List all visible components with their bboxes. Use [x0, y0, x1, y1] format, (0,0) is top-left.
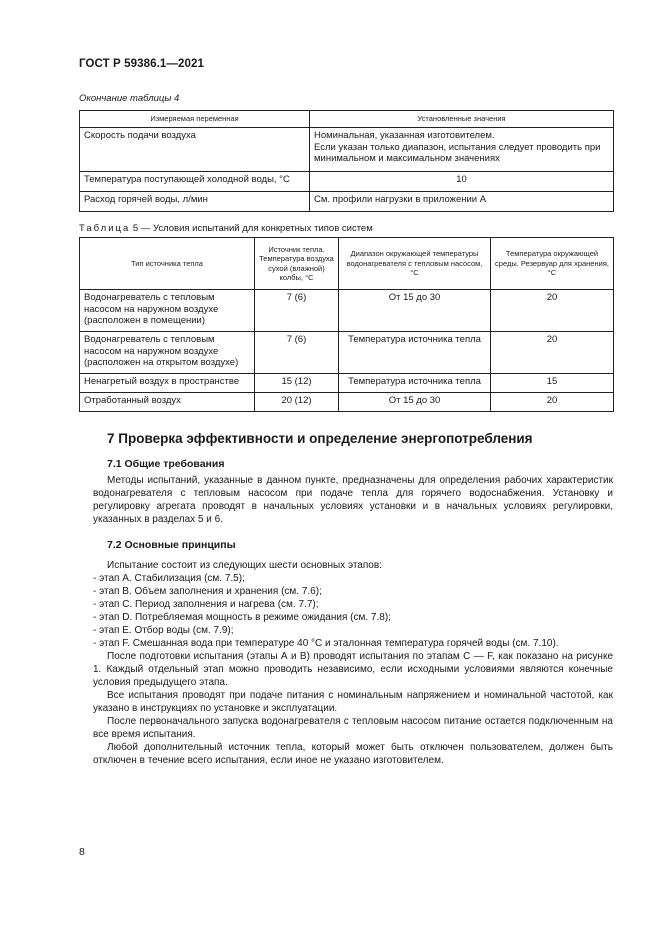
table5-caption-title: 5 — Условия испытаний для конкретных типов систем	[130, 223, 373, 234]
table5-cell-type: Водонагреватель с тепловым насосом на наружном воздухе (расположен на открытом воздухе)	[80, 332, 255, 374]
table5-col-type: Тип источника тепла	[80, 238, 255, 290]
table5-cell-type: Водонагреватель с тепловым насосом на наружном воздухе (расположен в помещении)	[80, 290, 255, 332]
table5	[79, 237, 614, 412]
paragraph: После подготовки испытания (этапы А и В) проводят испытания по этапам С — F, как показано на рисунке 1. Каждый отдельный этап можно проводить независимо, если исходными условиями являются конечные условия предыдущего этапа.	[93, 651, 613, 688]
table4-value-line: Если указан только диапазон, испытания следует проводить при минимальном и максимальном значениях	[314, 141, 601, 164]
section-7-1-text	[93, 474, 613, 526]
table4-caption: Окончание таблицы 4	[79, 93, 180, 104]
document-header: ГОСТ Р 59386.1—2021	[79, 58, 204, 70]
table4-cell-variable: Температура поступающей холодной воды, °C	[80, 172, 310, 192]
list-item: - этап В. Объем заполнения и хранения (см. 7.6);	[93, 586, 322, 597]
list-item: - этап С. Период заполнения и нагрева (см. 7.7);	[93, 599, 319, 610]
list-item: - этап D. Потребляемая мощность в режиме ожидания (см. 7.8);	[93, 612, 391, 623]
table4-value-line: Номинальная, указанная изготовителем.	[314, 130, 495, 141]
table5-cell-range: От 15 до 30	[339, 290, 491, 332]
table4-cell-value: 10	[310, 172, 614, 192]
table4	[79, 110, 614, 212]
table5-cell-range: От 15 до 30	[339, 393, 491, 412]
paragraph: Методы испытаний, указанные в данном пункте, предназначены для определения рабочих характеристик водонагревателя с тепловым насосом при подаче тепла для горячего водоснабжения. Установку и регулировку агрегата проводят в начальных условиях установки и в начальных условиях регулировки, указанных в разделах 5 и 6.	[93, 475, 613, 525]
section-7-title: 7 Проверка эффективности и определение энергопотребления	[107, 431, 533, 446]
table-row	[80, 332, 614, 374]
table5-cell-source: 20 (12)	[255, 393, 339, 412]
stages-intro: Испытание состоит из следующих шести основных этапов:	[107, 560, 382, 571]
table5-cell-range: Температура источника тепла	[339, 374, 491, 393]
page-number: 8	[79, 846, 85, 858]
table4-col-variable: Измеряемая переменная	[80, 111, 310, 128]
table5-cell-source: 7 (6)	[255, 332, 339, 374]
table-row	[80, 128, 614, 172]
table4-cell-variable: Скорость подачи воздуха	[80, 128, 310, 172]
table5-cell-storage: 15	[491, 374, 614, 393]
table5-col-range: Диапазон окружающей температуры водонагревателя с тепловым насосом, °C	[339, 238, 491, 290]
list-item: - этап А. Стабилизация (см. 7.5);	[93, 573, 245, 584]
table5-cell-storage: 20	[491, 332, 614, 374]
list-item: - этап F. Смешанная вода при температуре 40 °C и эталонная температура горячей воды (см. 7.10).	[93, 638, 559, 649]
table5-cell-range: Температура источника тепла	[339, 332, 491, 374]
table4-col-values: Установленные значения	[310, 111, 614, 128]
table-row	[80, 290, 614, 332]
table5-cell-type: Ненагретый воздух в пространстве	[80, 374, 255, 393]
table5-col-source: Источник тепла. Температура воздуха сухой (влажной) колбы, °C	[255, 238, 339, 290]
section-7-2-title: 7.2 Основные принципы	[107, 539, 236, 551]
paragraph: Все испытания проводят при подаче питания с номинальным напряжением и номинальной частотой, как указано в инструкциях по установке и эксплуатации.	[93, 690, 613, 714]
table5-caption	[79, 223, 373, 234]
table4-cell-value: См. профили нагрузки в приложении А	[310, 192, 614, 212]
table5-col-storage: Температура окружающей среды. Резервуар для хранения, °C	[491, 238, 614, 290]
table5-cell-source: 15 (12)	[255, 374, 339, 393]
table-row	[80, 393, 614, 412]
list-item: - этап Е. Отбор воды (см. 7.9);	[93, 625, 234, 636]
table5-header-row	[80, 238, 614, 290]
section-7-2-text	[93, 650, 613, 767]
table5-caption-label: Таблица	[79, 223, 131, 234]
table4-cell-variable: Расход горячей воды, л/мин	[80, 192, 310, 212]
paragraph: Любой дополнительный источник тепла, который может быть отключен пользователем, должен быть отключен в течение всего испытания, если иное не указано изготовителем.	[93, 742, 613, 766]
table5-cell-source: 7 (6)	[255, 290, 339, 332]
stages-list	[93, 559, 623, 650]
table-row	[80, 172, 614, 192]
table-row	[80, 374, 614, 393]
section-7-1-title: 7.1 Общие требования	[107, 458, 225, 470]
table5-cell-type: Отработанный воздух	[80, 393, 255, 412]
paragraph: После первоначального запуска водонагревателя с тепловым насосом питание остается подключенным на все время испытания.	[93, 716, 613, 740]
table4-cell-value	[310, 128, 614, 172]
table-row	[80, 192, 614, 212]
table5-cell-storage: 20	[491, 290, 614, 332]
table5-cell-storage: 20	[491, 393, 614, 412]
table4-header-row	[80, 111, 614, 128]
